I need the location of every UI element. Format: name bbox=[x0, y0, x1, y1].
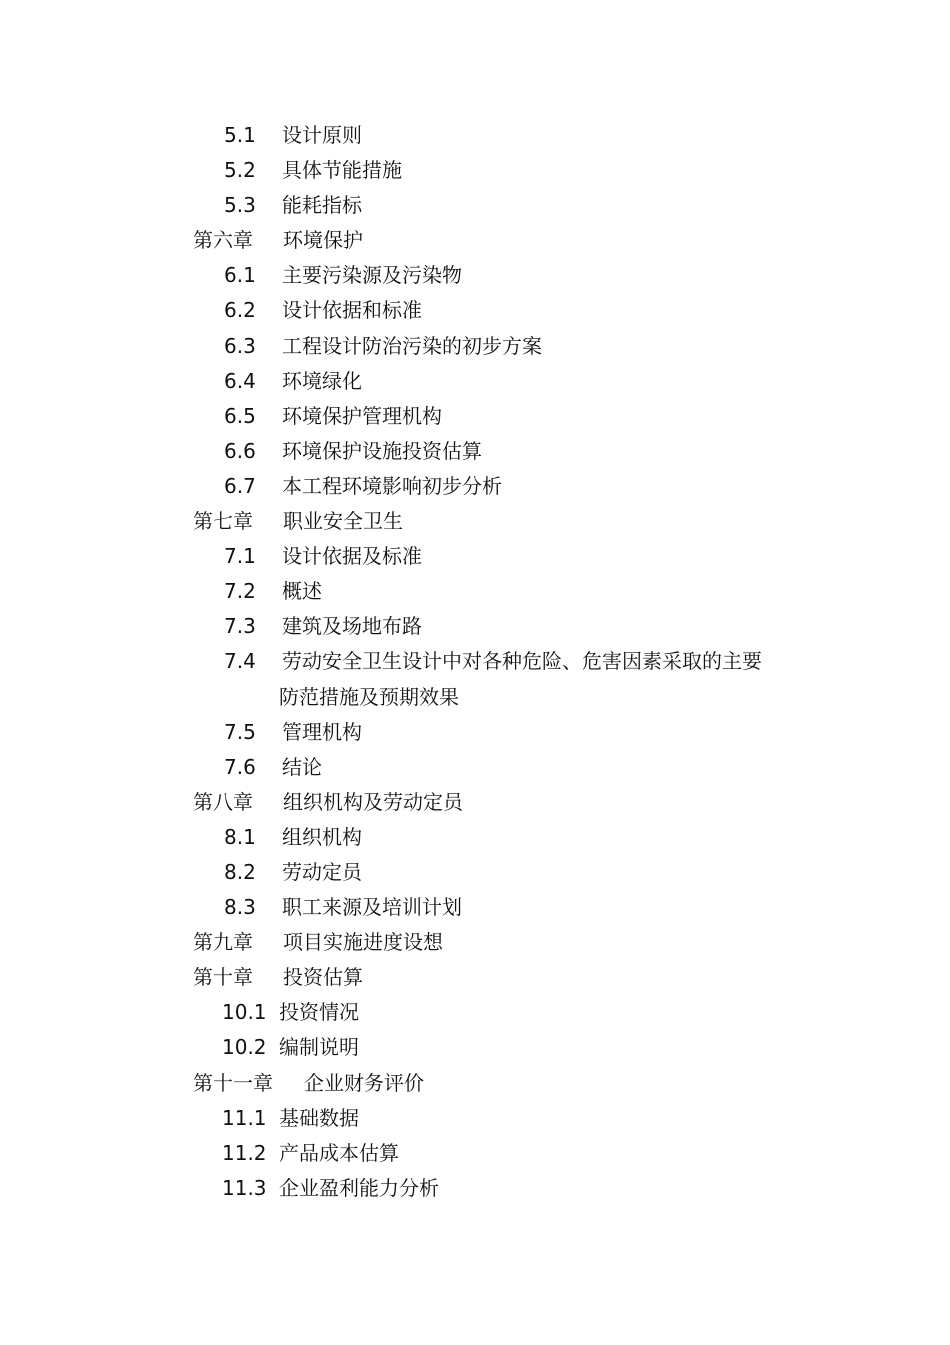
toc-chapter-number: 第六章 bbox=[193, 228, 253, 253]
toc-entry-title: 建筑及场地布路 bbox=[282, 614, 422, 639]
toc-section-entry bbox=[0, 715, 950, 750]
toc-chapter-number: 第七章 bbox=[193, 509, 253, 534]
toc-section-number: 11.2 bbox=[222, 1140, 267, 1165]
toc-section-number: 7.4 bbox=[224, 649, 256, 674]
toc-section-entry bbox=[0, 539, 950, 574]
toc-section-entry bbox=[0, 890, 950, 925]
toc-section-entry bbox=[0, 258, 950, 293]
toc-section-number: 5.2 bbox=[224, 158, 256, 183]
toc-section-number: 6.7 bbox=[224, 473, 256, 498]
toc-entry-title: 投资情况 bbox=[279, 1000, 359, 1025]
toc-section-number: 8.1 bbox=[224, 824, 256, 849]
toc-entry-title: 概述 bbox=[282, 579, 322, 604]
toc-entry-title: 劳动定员 bbox=[282, 859, 362, 884]
toc-entry-title: 具体节能措施 bbox=[282, 158, 402, 183]
toc-section-entry bbox=[0, 118, 950, 153]
toc-section-number: 7.6 bbox=[224, 754, 256, 779]
toc-entry-title: 设计原则 bbox=[282, 123, 362, 147]
toc-section-entry bbox=[0, 1136, 950, 1171]
toc-entry-title: 组织机构 bbox=[282, 824, 362, 849]
toc-entry-title: 管理机构 bbox=[282, 719, 362, 744]
toc-section-number: 7.2 bbox=[224, 579, 256, 604]
toc-section-entry bbox=[0, 329, 950, 364]
toc-section-number: 7.3 bbox=[224, 614, 256, 639]
toc-section-entry bbox=[0, 855, 950, 890]
toc-entry-title: 防范措施及预期效果 bbox=[279, 684, 459, 709]
toc-entry-continuation bbox=[0, 680, 950, 715]
toc-section-entry bbox=[0, 750, 950, 785]
toc-entry-title: 组织机构及劳动定员 bbox=[283, 789, 463, 814]
toc-entry-title: 劳动安全卫生设计中对各种危险、危害因素采取的主要 bbox=[282, 649, 762, 674]
toc-entry-title: 项目实施进度设想 bbox=[283, 930, 443, 955]
toc-chapter-number: 第十一章 bbox=[193, 1070, 273, 1095]
toc-entry-title: 环境绿化 bbox=[282, 368, 362, 393]
toc-section-number: 6.4 bbox=[224, 368, 256, 393]
toc-section-entry bbox=[0, 188, 950, 223]
toc-section-number: 11.1 bbox=[222, 1105, 267, 1130]
toc-section-entry bbox=[0, 399, 950, 434]
toc-section-number: 6.3 bbox=[224, 333, 256, 358]
toc-entry-title: 结论 bbox=[282, 754, 322, 779]
toc-section-number: 8.3 bbox=[224, 895, 256, 920]
toc-chapter-entry bbox=[0, 223, 950, 258]
toc-section-entry bbox=[0, 469, 950, 504]
toc-section-number: 8.2 bbox=[224, 859, 256, 884]
toc-section-entry bbox=[0, 364, 950, 399]
toc-section-entry bbox=[0, 153, 950, 188]
toc-chapter-number: 第八章 bbox=[193, 789, 253, 814]
toc-section-entry bbox=[0, 1101, 950, 1136]
toc-section-entry bbox=[0, 293, 950, 328]
toc-entry-title: 企业盈利能力分析 bbox=[279, 1175, 439, 1200]
toc-entry-title: 环境保护管理机构 bbox=[282, 403, 442, 428]
toc-section-entry bbox=[0, 820, 950, 855]
toc-section-number: 6.6 bbox=[224, 438, 256, 463]
table-of-contents bbox=[0, 118, 950, 1206]
toc-chapter-entry bbox=[0, 504, 950, 539]
toc-entry-title: 职业安全卫生 bbox=[283, 509, 403, 534]
toc-entry-title: 环境保护设施投资估算 bbox=[282, 438, 482, 463]
toc-entry-title: 工程设计防治污染的初步方案 bbox=[282, 333, 542, 358]
toc-section-entry bbox=[0, 609, 950, 644]
toc-chapter-entry bbox=[0, 785, 950, 820]
toc-section-entry bbox=[0, 644, 950, 679]
toc-entry-title: 产品成本估算 bbox=[279, 1140, 399, 1165]
toc-entry-title: 职工来源及培训计划 bbox=[282, 895, 462, 920]
toc-entry-title: 环境保护 bbox=[283, 228, 363, 253]
toc-section-number: 6.2 bbox=[224, 298, 256, 323]
toc-section-number: 5.1 bbox=[224, 123, 256, 147]
toc-entry-title: 设计依据和标准 bbox=[282, 298, 422, 323]
toc-section-entry bbox=[0, 1030, 950, 1065]
toc-section-number: 6.1 bbox=[224, 263, 256, 288]
toc-chapter-entry bbox=[0, 925, 950, 960]
toc-entry-title: 本工程环境影响初步分析 bbox=[282, 473, 502, 498]
toc-chapter-entry bbox=[0, 1066, 950, 1101]
toc-section-number: 5.3 bbox=[224, 193, 256, 218]
toc-entry-title: 主要污染源及污染物 bbox=[282, 263, 462, 288]
toc-entry-title: 设计依据及标准 bbox=[282, 544, 422, 569]
toc-section-number: 10.2 bbox=[222, 1035, 267, 1060]
toc-section-number: 7.1 bbox=[224, 544, 256, 569]
toc-section-number: 11.3 bbox=[222, 1175, 267, 1200]
toc-section-entry bbox=[0, 1171, 950, 1206]
toc-section-entry bbox=[0, 995, 950, 1030]
toc-section-number: 7.5 bbox=[224, 719, 256, 744]
toc-entry-title: 编制说明 bbox=[279, 1035, 359, 1060]
toc-section-number: 10.1 bbox=[222, 1000, 267, 1025]
toc-section-entry bbox=[0, 434, 950, 469]
toc-entry-title: 投资估算 bbox=[283, 965, 363, 990]
toc-entry-title: 能耗指标 bbox=[282, 193, 362, 218]
toc-entry-title: 基础数据 bbox=[279, 1105, 359, 1130]
toc-section-entry bbox=[0, 574, 950, 609]
toc-chapter-entry bbox=[0, 960, 950, 995]
toc-chapter-number: 第十章 bbox=[193, 965, 253, 990]
toc-entry-title: 企业财务评价 bbox=[304, 1070, 424, 1095]
toc-chapter-number: 第九章 bbox=[193, 930, 253, 955]
toc-section-number: 6.5 bbox=[224, 403, 256, 428]
